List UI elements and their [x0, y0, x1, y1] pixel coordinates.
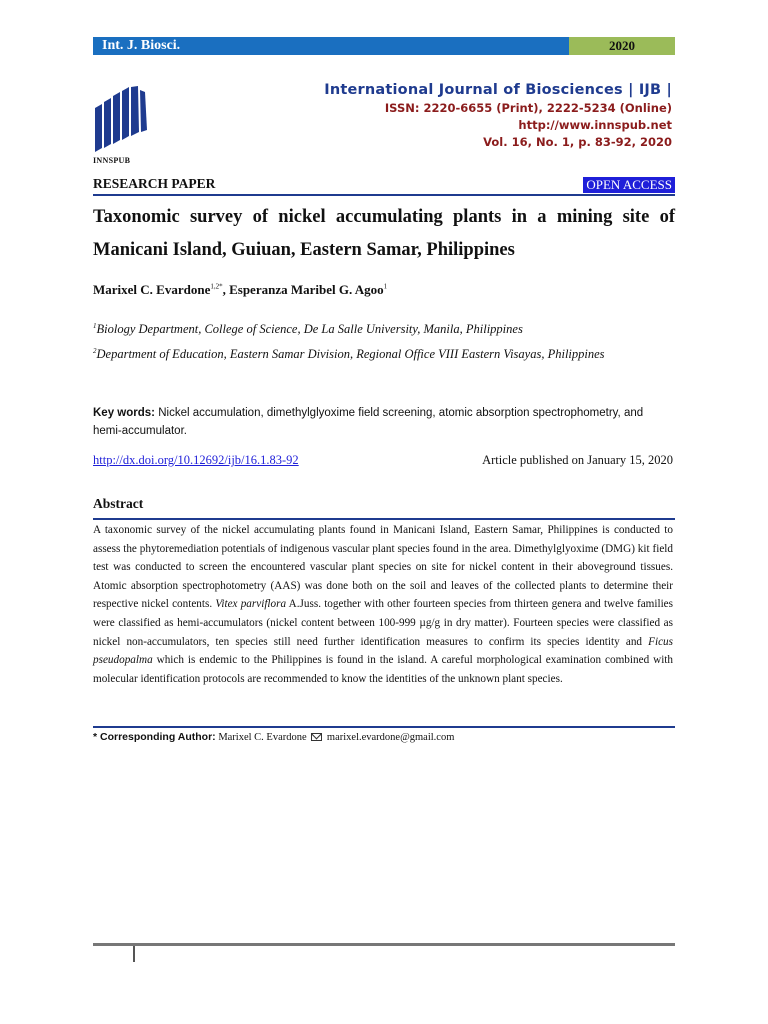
- corresponding-label: * Corresponding Author:: [93, 731, 216, 743]
- affiliation-text: Department of Education, Eastern Samar Division, Regional Office VIII Eastern Visayas, Philippines: [96, 347, 605, 362]
- corresponding-author: [93, 731, 675, 743]
- affiliation-mark: 1: [93, 322, 97, 330]
- innspub-logo: [93, 86, 155, 166]
- journal-url[interactable]: http://www.innspub.net: [518, 118, 672, 132]
- envelope-icon: [311, 733, 322, 741]
- abstract-bottom-rule: [93, 726, 675, 728]
- book-stack-logo-icon: [93, 86, 155, 156]
- journal-info: [324, 82, 672, 149]
- open-access-badge: OPEN ACCESS: [583, 177, 675, 193]
- abstract-text: A.Juss. together with other fourteen species from thirteen genera and twelve families were classified as hemi-accumulators (nickel content between 100-999 µg/g in dry matter). Fourteen species were classified as nickel non-accumulators, ten species still need further identification measures to confirm its species identity and: [93, 598, 674, 648]
- author-affiliation-mark: 1,2*: [210, 282, 223, 291]
- footer-page-marker: [133, 946, 135, 962]
- abstract-top-rule: [93, 518, 675, 520]
- corresponding-email[interactable]: marixel.evardone@gmail.com: [326, 732, 455, 743]
- corresponding-name: Marixel C. Evardone: [218, 732, 307, 743]
- paper-title: Taxonomic survey of nickel accumulating plants in a mining site of Manicani Island, Guiuan, Eastern Samar, Philippines: [93, 207, 675, 260]
- affiliation-text: Biology Department, College of Science, De La Salle University, Manila, Philippines: [96, 322, 523, 337]
- journal-year: 2020: [569, 37, 675, 55]
- logo-label: INNSPUB: [93, 156, 131, 165]
- footer-rule: [93, 943, 675, 946]
- abstract-text: which is endemic to the Philippines is found in the island. A careful morphological examination combined with molecular identification protocols are recommended to know the identities of the unknown plant species.: [93, 654, 673, 685]
- keywords: [93, 404, 675, 440]
- abstract-heading: Abstract: [93, 496, 144, 511]
- author-list: [93, 282, 675, 298]
- species-name: Vitex parviflora: [215, 598, 287, 611]
- doi-link[interactable]: http://dx.doi.org/10.12692/ijb/16.1.83-92: [93, 453, 299, 467]
- journal-header-bar: [93, 37, 675, 55]
- abstract-body: [93, 521, 673, 688]
- affiliation-1: [93, 314, 673, 342]
- journal-volume: Vol. 16, No. 1, p. 83-92, 2020: [483, 135, 672, 149]
- author-affiliation-mark: 1: [383, 282, 388, 291]
- paper-type-row: [93, 176, 675, 194]
- affiliation-mark: 2: [93, 347, 97, 355]
- abstract-text: A taxonomic survey of the nickel accumulating plants found in Manicani Island, Eastern Samar, Philippines is conducted to assess the phytoremediation potentials of indigenous vascular plant species found in the area. Dimethylglyoxime (DMG) kit field test was conducted to screen the encountered vascular plant species on site for nickel content in their aboveground tissues. Atomic absorption spectrophotometry (AAS) was done both on the soil and leaves of the collected plants to determine their respective nickel contents.: [93, 524, 673, 611]
- species-name: Ficus pseudopalma: [93, 635, 673, 667]
- affiliation-2: [93, 339, 673, 367]
- doi-row: [93, 453, 675, 468]
- journal-name: International Journal of Biosciences | IJB |: [324, 82, 672, 98]
- header-divider: [93, 194, 675, 196]
- author-separator: ,: [222, 282, 230, 297]
- journal-short-name: Int. J. Biosci.: [93, 37, 569, 55]
- author-name: Marixel C. Evardone: [93, 282, 211, 297]
- journal-issn: ISSN: 2220-6655 (Print), 2222-5234 (Online): [384, 101, 672, 115]
- keywords-text: Nickel accumulation, dimethylglyoxime field screening, atomic absorption spectrophometry, and hemi-accumulator.: [93, 407, 644, 437]
- keywords-label: Key words:: [93, 407, 155, 419]
- publication-date: Article published on January 15, 2020: [482, 453, 673, 467]
- author-name: Esperanza Maribel G. Agoo: [229, 282, 384, 297]
- paper-type: RESEARCH PAPER: [93, 176, 216, 191]
